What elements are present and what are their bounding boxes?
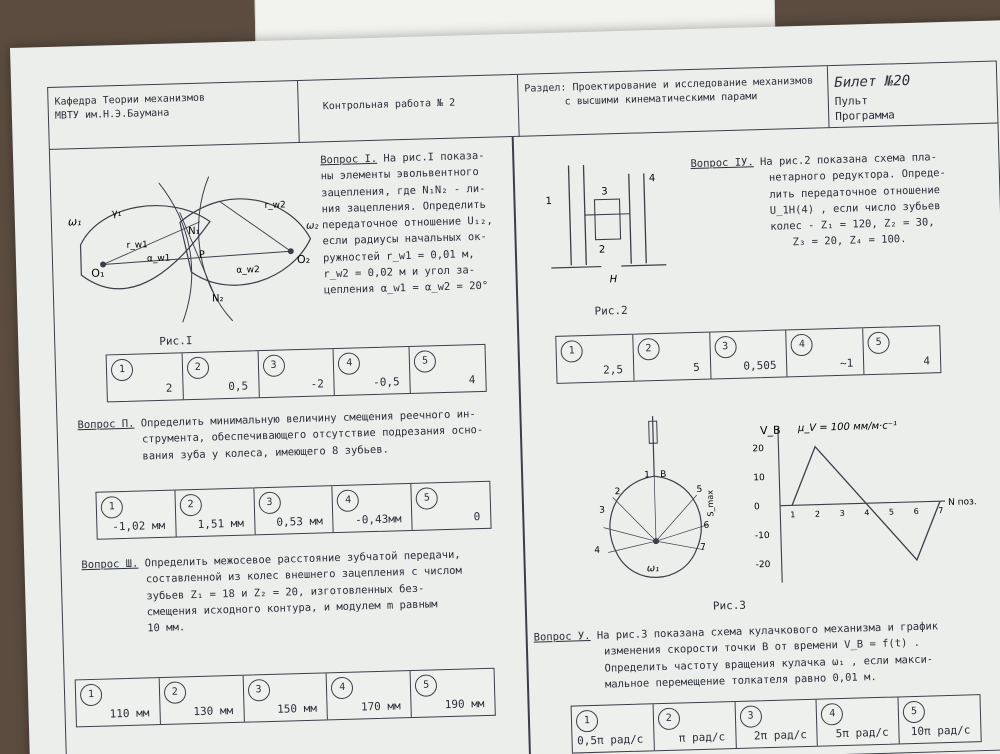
pult-label: Пульт [834,93,869,108]
option-value: 2π рад/с [753,728,808,743]
option-value: 110 мм [109,706,150,721]
answer-option[interactable] [327,671,412,719]
option-number: 1 [80,684,103,707]
question-1-line: ны элементы эвольвентного [320,166,479,183]
question-2-line: струмента, обеспечивающего отсутствие подрезания осно- [141,424,484,446]
header-work-title [298,75,520,143]
question-5-line: Определить частоту вращения кулачка ω₁ , если макси- [604,652,934,675]
answer-option[interactable] [735,700,818,748]
question-4-line: нетарного редуктора. Опреде- [768,167,947,185]
option-value: 4 [923,354,931,368]
answer-option[interactable] [817,697,900,745]
answer-option[interactable] [333,484,413,532]
label-carrier: H [609,274,618,286]
graph-x-tick-label: 2 [814,509,821,519]
label-omega1: ω₁ [67,215,82,229]
option-number: 4 [791,334,814,357]
question-4-line: Z₃ = 20, Z₄ = 100. [792,233,907,249]
question-5-label: Вопрос У. [533,630,591,644]
answers-question-5 [571,694,982,753]
option-value: -0,43мм [354,512,402,527]
graph-y-tick-label: 20 [752,444,765,455]
option-value: 5 [692,360,700,375]
answer-option[interactable] [899,695,981,743]
answer-option[interactable] [76,678,161,726]
option-number: 1 [576,710,599,733]
question-1-line: ния зацепления. Определить [321,198,487,216]
exam-sheet [10,20,1000,754]
label-rw1: r_w1 [126,240,148,251]
answer-option[interactable] [254,486,334,534]
option-value: 170 мм [360,699,401,714]
answer-option[interactable] [653,702,736,750]
question-1-line: передаточное отношение U₁₂, [321,214,493,232]
option-number: 3 [739,705,762,728]
label-pos-1: 1 [644,470,651,481]
question-3-line: составленной из колес внешнего зацепления с числом [145,564,463,586]
option-value: -1,02 мм [112,518,166,534]
label-o1: O₁ [91,266,105,280]
answer-option[interactable] [182,351,259,399]
question-5-line: На рис.3 показана схема кулачкового механизма и график [596,620,939,642]
graph-x-tick-label: 5 [888,507,895,517]
option-number: 4 [331,677,354,700]
answer-option[interactable] [96,491,176,539]
label-pos-6: 6 [703,520,710,531]
graph-x-label: N поз. [947,497,977,508]
option-number: 3 [714,336,737,359]
option-value: 2 [165,381,173,395]
graph-x-tick-label: 3 [839,508,845,519]
option-number: 5 [415,674,438,697]
graph-y-tick-label: 10 [753,473,765,484]
option-number: 5 [416,487,439,510]
label-gear2: 2 [598,244,606,256]
answer-option[interactable] [410,345,486,393]
graph-scale: μ_V = 100 мм/м·с⁻¹ [797,420,898,435]
question-2-line: Определить минимальную величину смещения реечного ин- [140,408,476,430]
header-table [48,61,997,149]
velocity-series-line [790,443,944,563]
label-pos-4: 4 [594,545,601,556]
answer-option[interactable] [412,482,491,530]
answer-option[interactable] [556,335,634,383]
option-value: 0,505 [743,358,777,373]
graph-x-tick-label: 4 [864,508,870,518]
figure-1-gear-mesh [58,158,328,330]
figure-2-planetary-gear [538,152,682,296]
option-value: 2,5 [602,363,624,377]
header-department [48,81,300,150]
topic-line: Раздел: Проектирование и исследование механизмов [524,75,814,95]
label-omega2: ω₂ [305,220,319,232]
question-3-line: 10 мм. [147,621,186,635]
label-n2: N₂ [211,293,224,305]
question-5-line: изменения скорости точки В от времени V_B = f(t) . [603,637,921,658]
answers-question-2 [95,481,491,540]
department-name: Кафедра Теории механизмов [54,92,206,108]
question-3-line: смещения исходного контура, и модулем m равным [146,598,438,619]
option-value: 10π рад/с [910,723,971,739]
option-number: 4 [821,703,844,726]
label-p: P [198,249,206,261]
question-1-line: если радиусы начальных ок- [322,231,488,248]
question-1-label: Вопрос I. [320,152,378,167]
answer-option[interactable] [710,330,788,378]
variant-number: Билет №20 [834,72,911,91]
option-value: 4 [468,373,476,387]
answers-question-1 [106,344,487,403]
answer-option[interactable] [175,488,255,536]
answer-option[interactable] [107,353,184,401]
question-2-line: вания зуба у колеса, имеющего 8 зубьев. [142,443,390,462]
option-number: 3 [247,679,270,702]
option-value: π рад/с [678,730,726,745]
option-number: 2 [179,494,202,517]
graph-y-tick-label: 0 [753,502,760,513]
question-3-line: зубьев Z₁ = 18 и Z₂ = 20, изготовленных без- [146,582,425,602]
program-label: Программа [835,108,896,123]
option-number: 2 [164,681,187,704]
figure-3-velocity-graph [748,412,993,589]
label-gear4: 4 [648,173,656,185]
graph-x-tick-label: 7 [938,506,944,516]
question-1-line: зацепления, где N₁N₂ - ли- [320,182,486,199]
graph-x-axis [780,501,945,506]
option-value: ~1 [839,356,854,370]
option-number: 1 [560,340,583,363]
option-value: 0 [473,510,481,524]
question-3 [81,545,523,639]
graph-y-tick-label: -10 [754,530,770,542]
figure-3-cam-mechanism [582,409,727,593]
question-4-line: колес - Z₁ = 120, Z₂ = 30, [770,216,935,233]
answer-option[interactable] [159,676,244,724]
option-number: 4 [338,352,361,375]
label-point-b: B [660,469,667,481]
label-alpha-w2: α_w2 [236,265,260,276]
question-4-line: U_1H(4) , если число зубьев [769,199,941,217]
option-number: 3 [262,354,285,377]
label-gear1: 1 [545,195,553,208]
answers-question-4 [555,325,941,384]
question-2 [77,405,518,466]
label-omega1-cam: ω₁ [646,563,660,575]
figure-3-caption: Рис.3 [712,598,747,613]
graph-x-tick-label: 1 [790,510,796,520]
label-alpha-w1: α_w1 [146,253,171,265]
option-number: 5 [414,350,437,373]
option-value: 150 мм [277,701,318,716]
question-1-line: На рис.I показа- [383,149,485,165]
answer-option[interactable] [787,328,865,376]
university-name: МВТУ им.Н.Э.Баумана [54,107,170,122]
question-1 [320,147,514,299]
option-number: 1 [101,496,124,519]
option-value: 130 мм [193,704,234,719]
option-number: 5 [867,332,890,355]
label-rw2: r_w2 [264,200,286,211]
question-4 [690,148,993,254]
option-value: 5π рад/с [835,725,889,741]
label-pos-2: 2 [614,487,621,498]
header-topic [518,66,830,137]
option-number: 2 [657,708,680,731]
question-4-line: На рис.2 показана схема пла- [759,151,938,169]
work-title: Контрольная работа № 2 [322,97,456,113]
option-value: 0,5 [228,379,249,394]
graph-y-tick-label: -20 [755,559,771,571]
answer-option[interactable] [572,704,655,752]
answers-question-3 [75,668,496,728]
graph-y-label: V_B [759,423,781,438]
answer-option[interactable] [334,347,411,395]
answer-option[interactable] [633,333,711,381]
question-1-line: цепления α_w1 = α_w2 = 20° [323,279,489,297]
label-n1: N₁ [188,225,200,238]
question-3-line: Определить межосевое расстояние зубчатой передачи, [144,548,461,570]
answer-option[interactable] [863,326,940,374]
figure-2-caption: Рис.2 [594,303,628,318]
label-pos-5: 5 [696,484,703,495]
question-1-line: ружностей r_w1 = 0,01 м, [322,247,475,264]
option-number: 2 [637,338,660,361]
exam-frame [47,60,1000,754]
figure-1-caption: Рис.I [159,334,193,348]
question-1-line: r_w2 = 0,02 м и угол за- [323,263,476,281]
answer-option[interactable] [258,349,335,397]
question-2-label: Вопрос П. [77,417,135,432]
header-variant [828,61,1000,128]
question-5 [533,616,1000,694]
label-pos-3: 3 [599,505,606,516]
option-number: 2 [186,357,209,380]
option-value: 1,51 мм [197,516,245,531]
option-number: 5 [903,701,926,724]
question-5-line: мальное перемещение толкателя равно 0,01 м. [604,670,877,691]
label-s-max: S_max [705,489,716,517]
option-value: -2 [310,377,325,391]
option-value: -0,5 [372,375,400,389]
answer-option[interactable] [243,673,328,721]
label-gamma1: γ₁ [111,207,122,220]
option-value: 0,53 мм [276,514,323,529]
label-pos-7: 7 [700,542,707,553]
option-value: 0,5π рад/с [576,732,644,748]
option-number: 4 [337,489,360,512]
topic-line: с высшими кинематическими парами [564,91,758,108]
label-o2: O₂ [296,252,311,267]
question-3-label: Вопрос Ш. [81,557,139,572]
graph-x-tick-label: 6 [913,506,919,516]
label-gear3: 3 [601,186,608,198]
option-value: 190 мм [444,697,485,712]
option-number: 1 [111,359,134,382]
question-4-label: Вопрос IУ. [690,156,754,171]
option-number: 3 [258,492,281,515]
answer-option[interactable] [411,669,495,717]
question-4-line: лить передаточное отношение [769,183,941,201]
